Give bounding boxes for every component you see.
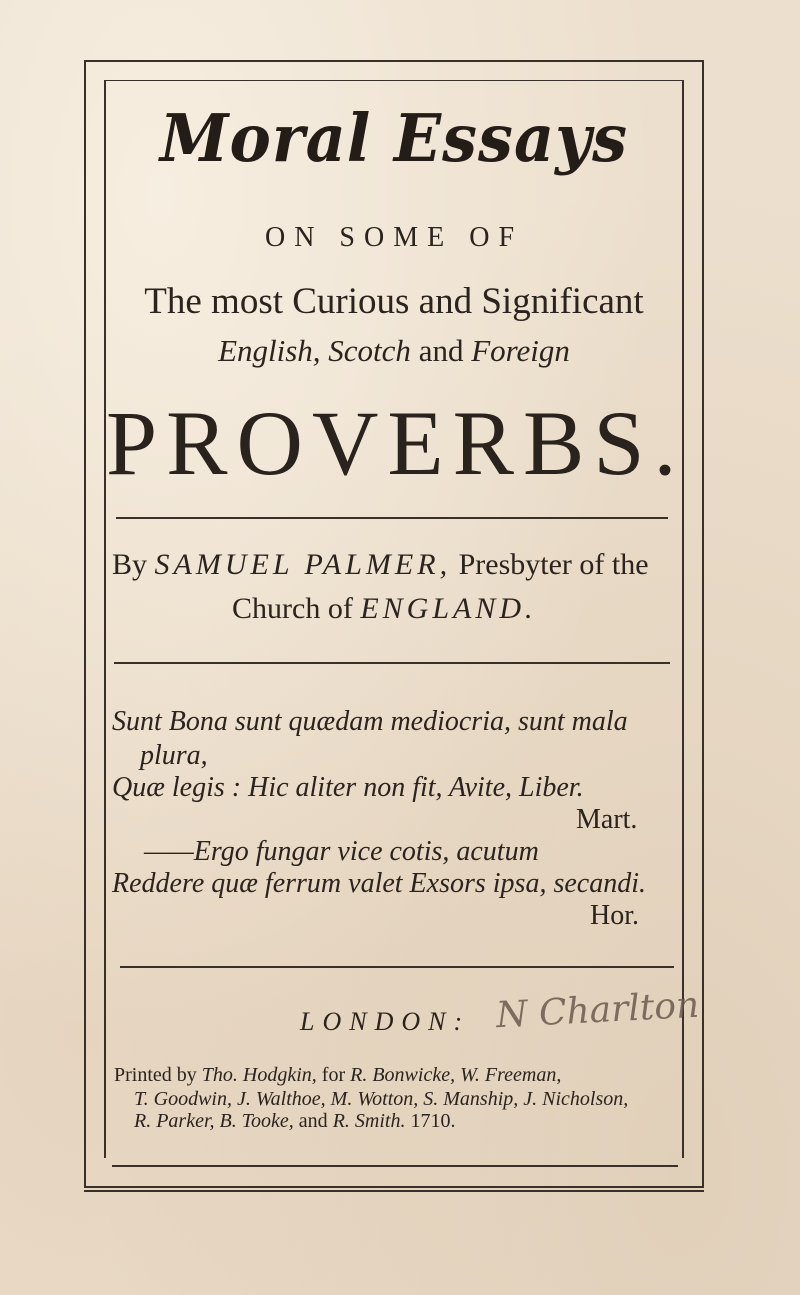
main-title-proverbs: PROVERBS.: [106, 392, 686, 494]
author-role: Presbyter of the: [458, 548, 649, 581]
epigraph-line-1: Sunt Bona sunt quædam mediocria, sunt mala: [112, 706, 628, 737]
epigraph-attribution-hor: Hor.: [590, 900, 639, 931]
author-line: [112, 548, 649, 582]
word-and: and: [418, 333, 464, 368]
divider-rule-2: [114, 662, 670, 664]
imprint-seller-1: R. Bonwicke,: [350, 1064, 456, 1086]
word-english: English,: [218, 333, 321, 368]
imprint-seller-2: W. Freeman,: [460, 1064, 562, 1086]
word-scotch: Scotch: [328, 333, 411, 368]
author-name: SAMUEL PALMER,: [154, 548, 452, 581]
imprint-sellers-3: R. Parker, B. Tooke,: [134, 1110, 294, 1132]
imprint-place: LONDON:: [300, 1007, 471, 1036]
imprint-year: 1710.: [410, 1110, 456, 1132]
divider-rule-3: [120, 966, 674, 968]
epigraph-line-5: Reddere quæ ferrum valet Exsors ipsa, secandi.: [112, 868, 646, 899]
church-line: [232, 592, 537, 626]
church-england: ENGLAND.: [360, 592, 537, 625]
epigraph-attribution-mart: Mart.: [576, 804, 638, 835]
imprint-seller-last: R. Smith.: [332, 1110, 406, 1132]
imprint-line-1: [114, 1064, 561, 1087]
word-foreign: Foreign: [471, 333, 570, 368]
epigraph-line-2: plura,: [140, 740, 208, 771]
church-of: Church of: [232, 592, 353, 625]
imprint-and: and: [298, 1110, 328, 1132]
subtitle-line-3: [106, 333, 682, 369]
imprint-printed-by: Printed by: [114, 1064, 197, 1086]
imprint-for: for: [321, 1064, 346, 1086]
book-title: Moral Essays: [159, 100, 629, 177]
epigraph-line-4: ——Ergo fungar vice cotis, acutum: [144, 836, 539, 867]
imprint-printer: Tho. Hodgkin,: [201, 1064, 317, 1086]
divider-rule-4: [112, 1165, 678, 1167]
imprint-line-3: [134, 1110, 455, 1133]
imprint-line-2: [134, 1088, 628, 1111]
epigraph-line-3: Quæ legis : Hic aliter non fit, Avite, Liber.: [112, 772, 584, 803]
subtitle-line-1: ON SOME OF: [264, 222, 524, 253]
owner-signature: N Charlton: [495, 984, 701, 1037]
author-by: By: [112, 548, 148, 581]
subtitle-line-2: The most Curious and Significant: [144, 281, 644, 322]
bottom-rule: [84, 1190, 704, 1192]
divider-rule-1: [116, 517, 668, 519]
imprint-sellers-2: T. Goodwin, J. Walthoe, M. Wotton, S. Manship, J. Nicholson,: [134, 1088, 629, 1110]
